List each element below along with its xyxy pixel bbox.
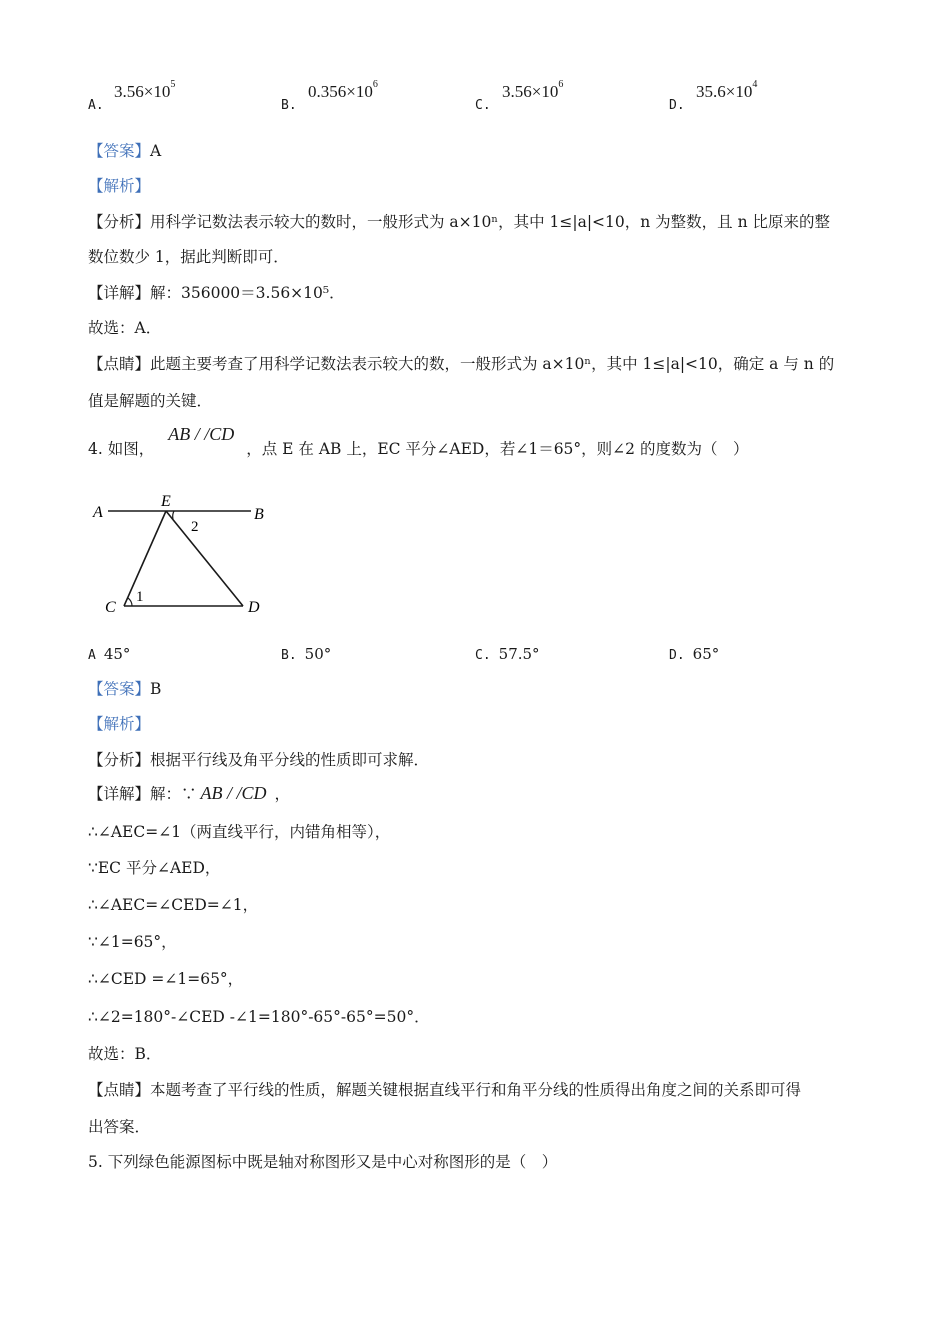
label-angle2: 2 bbox=[191, 519, 199, 535]
label-d: D bbox=[248, 599, 260, 616]
segment-ec bbox=[124, 511, 166, 606]
q4-step-3: ∴∠AEC=∠CED=∠1， bbox=[88, 896, 259, 914]
q4-step-5: ∴∠CED =∠1=65°， bbox=[88, 970, 244, 988]
option-value: $3.56\times 10^5$ bbox=[114, 79, 176, 101]
q3-analysis-tag: 【解析】 bbox=[88, 177, 151, 195]
option-label: C. bbox=[475, 98, 491, 113]
q3-dianjing-line2: 值是解题的关键． bbox=[88, 392, 213, 410]
option-label: D. bbox=[669, 98, 685, 113]
q4-option-b: B. 50° bbox=[281, 645, 332, 663]
q4-answer: 【答案】B bbox=[88, 680, 162, 698]
q4-option-a: A 45° bbox=[88, 645, 131, 663]
q4-dianjing-line2: 出答案． bbox=[88, 1118, 151, 1136]
angle1-arc bbox=[128, 598, 132, 606]
q4-stem: 4. 如图，AB / /CD，点 E 在 AB 上，EC 平分∠AED，若∠1＝65°，则∠2 的度数为（ ） bbox=[88, 424, 749, 458]
q3-options bbox=[88, 79, 888, 122]
option-label: A. bbox=[88, 98, 104, 113]
q3-fenxi-line1: 【分析】用科学记数法表示较大的数时，一般形式为 a×10ⁿ，其中 1≤|a|<10，n 为整数，且 n 比原来的整 bbox=[88, 213, 831, 231]
q3-dianjing-line1: 【点睛】此题主要考查了用科学记数法表示较大的数，一般形式为 a×10ⁿ，其中 1≤|a|<10，确定 a 与 n 的 bbox=[88, 355, 835, 373]
label-a: A bbox=[93, 504, 103, 521]
option-value: $0.356\times 10^6$ bbox=[308, 79, 378, 101]
q4-options bbox=[88, 645, 888, 685]
q4-choose: 故选：B． bbox=[88, 1045, 162, 1063]
label-e: E bbox=[161, 493, 171, 510]
q4-step-6: ∴∠2=180°-∠CED -∠1=180°-65°-65°=50°． bbox=[88, 1008, 430, 1026]
q4-step-2: ∵EC 平分∠AED， bbox=[88, 859, 221, 877]
q5-stem: 5. 下列绿色能源图标中既是轴对称图形又是中心对称图形的是（ ） bbox=[88, 1153, 558, 1171]
q4-detail: 【详解】解：∵ AB / /CD ， bbox=[88, 783, 291, 803]
label-angle1: 1 bbox=[136, 589, 144, 605]
option-value: $35.6\times 10^4$ bbox=[696, 79, 758, 101]
q4-figure bbox=[86, 488, 276, 618]
label-b: B bbox=[254, 506, 264, 523]
angle2-arc bbox=[173, 511, 174, 519]
label-c: C bbox=[105, 599, 116, 616]
q4-fenxi: 【分析】根据平行线及角平分线的性质即可求解． bbox=[88, 751, 430, 769]
segment-ed bbox=[166, 511, 243, 606]
q4-step-4: ∵∠1=65°， bbox=[88, 933, 177, 951]
q3-fenxi-line2: 数位数少 1，据此判断即可． bbox=[88, 248, 289, 266]
q3-answer: 【答案】A bbox=[88, 142, 162, 160]
q4-option-c: C. 57.5° bbox=[475, 645, 540, 663]
q3-detail: 【详解】解：356000＝3.56×10⁵． bbox=[88, 284, 345, 302]
q4-analysis-tag: 【解析】 bbox=[88, 715, 151, 733]
option-label: B. bbox=[281, 98, 297, 113]
q4-step-1: ∴∠AEC=∠1（两直线平行，内错角相等）， bbox=[88, 823, 391, 841]
q4-option-d: D. 65° bbox=[669, 645, 720, 663]
q4-dianjing-line1: 【点睛】本题考查了平行线的性质，解题关键根据直线平行和角平分线的性质得出角度之间的关系即可得 bbox=[88, 1081, 802, 1099]
q3-choose: 故选：A． bbox=[88, 319, 162, 337]
option-value: $3.56\times 10^6$ bbox=[502, 79, 564, 101]
